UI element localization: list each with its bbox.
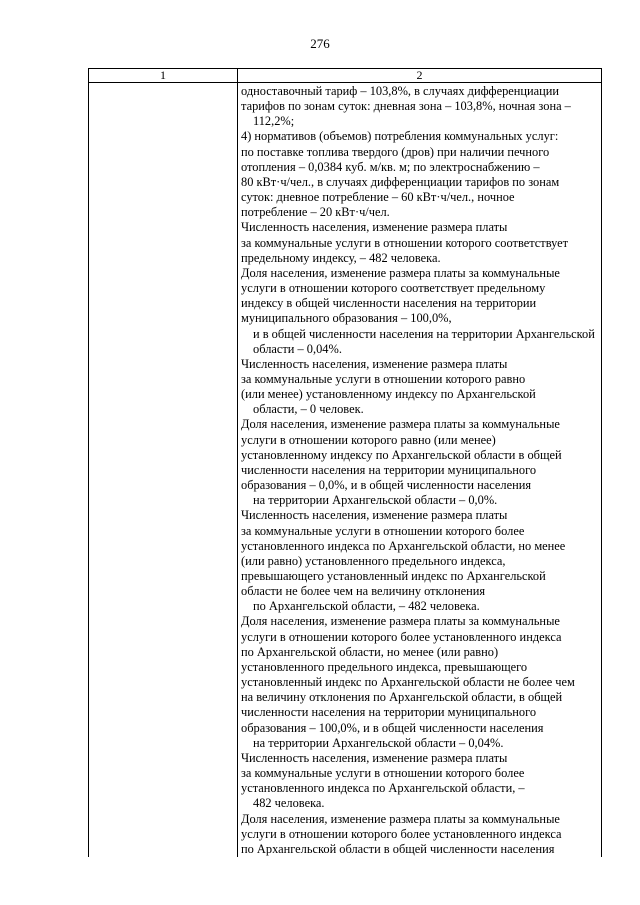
text-line: Доля населения, изменение размера платы за коммунальные [241, 265, 560, 280]
text-line: Численность населения, изменение размера платы [241, 356, 508, 371]
text-line: установленный индекс по Архангельской области не более чем [241, 675, 575, 690]
column-1-header: 1 [89, 69, 238, 83]
column-2-header: 2 [238, 69, 602, 83]
text-line: по поставке топлива твердого (дров) при наличии печного [241, 144, 550, 159]
text-line: образования – 100,0%, и в общей численности населения [241, 720, 544, 735]
text-line: 112,2%; [253, 114, 295, 129]
text-line: области – 0,04%. [253, 341, 342, 356]
text-line: отопления – 0,0384 куб. м/кв. м; по электроснабжению – [241, 159, 540, 174]
text-line: и в общей численности населения на территории Архангельской [253, 326, 595, 341]
text-line: по Архангельской области в общей численности населения [241, 841, 555, 856]
text-line: за коммунальные услуги в отношении которого более [241, 766, 525, 781]
text-line: 4) нормативов (объемов) потребления коммунальных услуг: [241, 129, 559, 144]
document-table [88, 68, 602, 857]
text-line: численности населения на территории муниципального [241, 705, 537, 720]
text-line: превышающего установленный индекс по Архангельской [241, 569, 546, 583]
text-line: за коммунальные услуги в отношении которого более [241, 523, 525, 538]
text-line: предельному индексу, – 482 человека. [241, 250, 441, 265]
text-line: на территории Архангельской области – 0,0%. [253, 493, 498, 508]
table-header-row [89, 69, 602, 83]
text-line: на территории Архангельской области – 0,04%. [253, 735, 504, 750]
text-line: суток: дневное потребление – 60 кВт·ч/чел., ночное [241, 190, 515, 205]
text-line: услуги в отношении которого более установленного индекса [241, 826, 562, 841]
text-line: установленного индекса по Архангельской области, но менее [241, 538, 566, 553]
text-line: на величину отклонения по Архангельской области, в общей [241, 690, 563, 705]
text-line: по Архангельской области, но менее (или равно) [241, 644, 499, 659]
text-line: 482 человека. [253, 796, 325, 811]
text-line: (или равно) установленного предельного индекса, [241, 553, 506, 568]
text-line: Численность населения, изменение размера платы [241, 750, 508, 765]
cell-text-block [238, 83, 601, 857]
text-line: образования – 0,0%, и в общей численности населения [241, 478, 532, 493]
text-line: 80 кВт·ч/чел., в случаях дифференциации тарифов по зонам [241, 174, 560, 189]
text-line: установленного индекса по Архангельской области, – [241, 781, 525, 796]
text-line: муниципального образования – 100,0%, [241, 311, 452, 326]
page-number: 276 [310, 36, 330, 51]
text-line: установленному индексу по Архангельской области в общей [241, 447, 562, 462]
text-line: (или менее) установленному индексу по Архангельской [241, 387, 536, 402]
text-line: индексу в общей численности населения на территории [241, 296, 537, 311]
text-line: области не более чем на величину отклонения [241, 584, 486, 599]
text-line: Доля населения, изменение размера платы за коммунальные [241, 811, 560, 826]
text-line: численности населения на территории муниципального [241, 462, 537, 477]
text-line: за коммунальные услуги в отношении которого равно [241, 371, 526, 386]
text-line: одноставочный тариф – 103,8%, в случаях дифференциации [241, 84, 560, 98]
text-line: по Архангельской области, – 482 человека. [253, 599, 480, 614]
text-line: тарифов по зонам суток: дневная зона – 103,8%, ночная зона – [241, 99, 571, 114]
text-line: установленного предельного индекса, превышающего [241, 659, 528, 674]
text-line: услуги в отношении которого более установленного индекса [241, 629, 562, 644]
text-line: услуги в отношении которого равно (или менее) [241, 432, 496, 447]
text-line: Численность населения, изменение размера платы [241, 220, 508, 235]
text-line: за коммунальные услуги в отношении которого соответствует [241, 235, 569, 250]
text-line: Численность населения, изменение размера платы [241, 508, 508, 523]
column-2-cell [238, 83, 602, 857]
text-line: услуги в отношении которого соответствует предельному [241, 281, 546, 296]
text-line: Доля населения, изменение размера платы за коммунальные [241, 614, 560, 629]
text-line: потребление – 20 кВт·ч/чел. [241, 205, 390, 220]
table-row [89, 83, 602, 857]
text-line: Доля населения, изменение размера платы за коммунальные [241, 417, 560, 432]
column-1-cell [89, 83, 238, 857]
text-line: области, – 0 человек. [253, 402, 364, 417]
